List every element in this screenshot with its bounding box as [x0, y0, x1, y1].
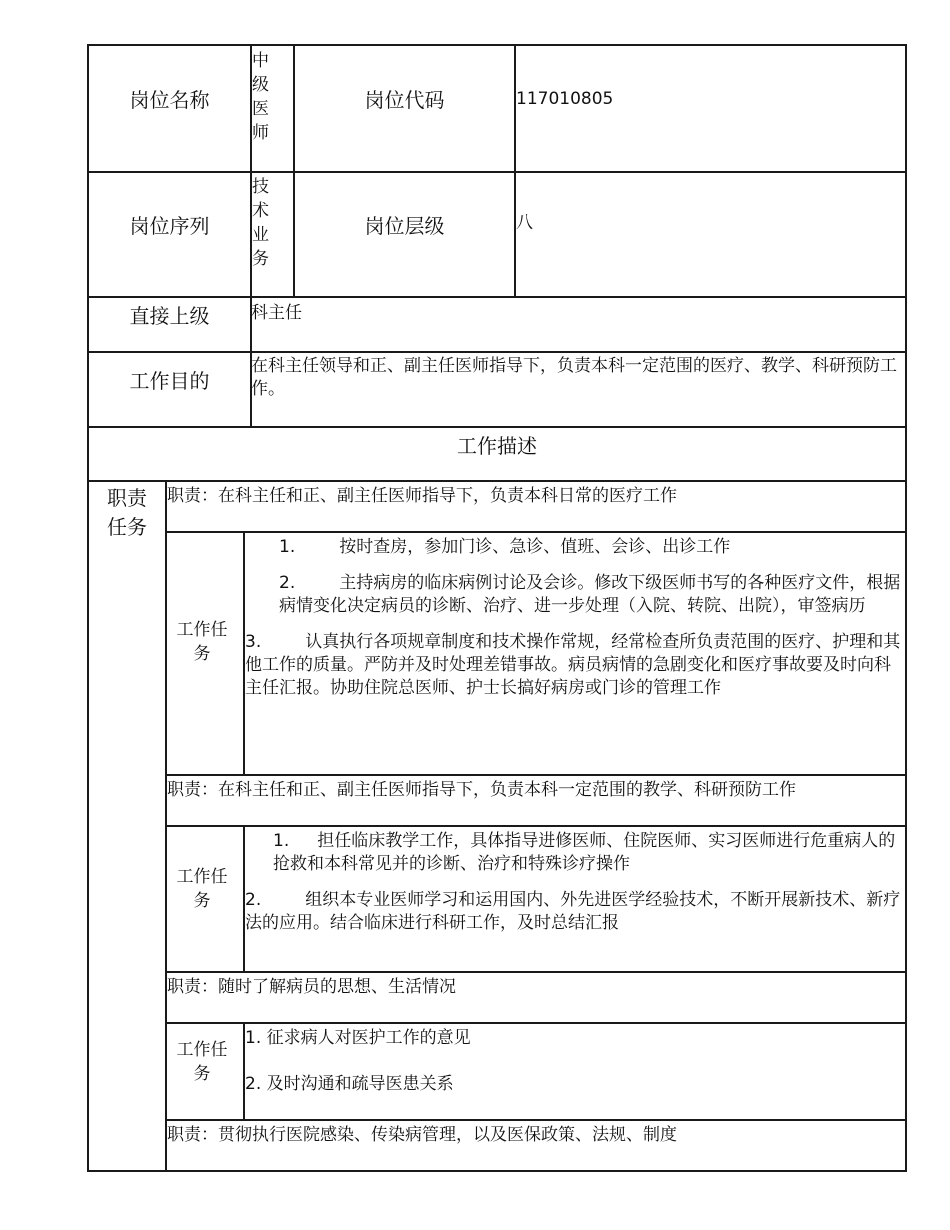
task-item: 3. 认真执行各项规章制度和技术操作常规，经常检查所负责范围的医疗、护理和其他工作的质量。严防并及时处理差错事故。病员病情的急剧变化和医疗事故要及时向科主任汇报。协助住院总医师、护士长搞好病房或门诊的管理工作: [245, 632, 901, 698]
level-label: 岗位层级: [364, 214, 445, 238]
duty-3-tasks: [245, 1027, 901, 1096]
purpose-label: 工作目的: [129, 368, 210, 393]
sequence-label: 岗位序列: [129, 214, 210, 238]
position-code-value: 117010805: [516, 89, 614, 109]
duty-2-text: 职责：在科主任和正、副主任医师指导下，负责本科一定范围的教学、科研预防工作: [167, 780, 796, 800]
task-item: 2. 及时沟通和疏导医患关系: [245, 1074, 454, 1094]
position-name-label: 岗位名称: [129, 88, 210, 112]
duty-1-text: 职责：在科主任和正、副主任医师指导下，负责本科日常的医疗工作: [167, 486, 677, 506]
duty-4-text: 职责：贯彻执行医院感染、传染病管理，以及医保政策、法规、制度: [167, 1125, 677, 1145]
sequence-value: 技术业务: [252, 177, 269, 269]
task-item: 2. 组织本专业医师学习和运用国内、外先进医学经验技术，不断开展新技术、新疗法的应用。结合临床进行科研工作，及时总结汇报: [245, 890, 901, 933]
superior-value: 科主任: [251, 303, 302, 323]
task-label-1: 工作任务: [176, 620, 228, 664]
purpose-value: 在科主任领导和正、副主任医师指导下，负责本科一定范围的医疗、教学、科研预防工作。: [251, 356, 897, 399]
duty-3-text: 职责：随时了解病员的思想、生活情况: [167, 977, 456, 997]
description-title: 工作描述: [457, 433, 537, 458]
task-item: 1. 征求病人对医护工作的意见: [245, 1028, 471, 1048]
position-name-value: 中级医师: [252, 51, 269, 143]
duties-label: 职责任务: [107, 486, 147, 539]
task-label-2: 工作任务: [176, 867, 228, 911]
position-code-label: 岗位代码: [364, 88, 445, 112]
duty-1-tasks: [245, 536, 901, 700]
duty-2-tasks: [245, 830, 901, 935]
level-value: 八: [516, 213, 533, 233]
task-item: 1. 按时查房，参加门诊、急诊、值班、会诊、出诊工作: [279, 537, 731, 557]
superior-label: 直接上级: [129, 303, 210, 328]
task-item: 2. 主持病房的临床病例讨论及会诊。修改下级医师书写的各种医疗文件，根据病情变化决定病员的诊断、治疗、进一步处理（入院、转院、出院），审签病历: [279, 573, 901, 616]
task-label-3: 工作任务: [176, 1040, 228, 1084]
task-item: 1. 担任临床教学工作，具体指导进修医师、住院医师、实习医师进行危重病人的抢救和本科常见并的诊断、治疗和特殊诊疗操作: [273, 831, 896, 874]
